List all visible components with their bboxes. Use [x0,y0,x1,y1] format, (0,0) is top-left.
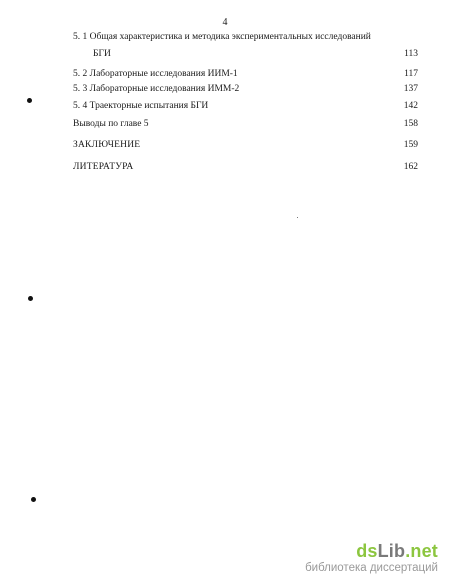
toc-entry-5-2 [73,67,418,81]
logo-part-net: .net [405,541,438,561]
toc-entry-label: 5. 1 Общая характеристика и методика экспериментальных исследований [73,32,371,42]
toc-entry-5-1 [73,30,418,44]
toc-entry-page: 137 [403,84,418,94]
toc-entry-label: Выводы по главе 5 [73,119,149,129]
scan-speck [297,217,298,218]
dslib-watermark [248,541,438,575]
toc-entry-label: 5. 4 Траекторные испытания БГИ [73,101,209,111]
page-number: 4 [222,17,228,28]
toc-entry-label: 5. 2 Лабораторные исследования ИИМ-1 [73,69,238,79]
toc-entry-5-1-continued [73,47,418,61]
toc-entry-5-4 [73,99,418,113]
toc-entry-page: 159 [403,140,418,150]
toc-entry-page: 158 [403,119,418,129]
toc-entry-page: 113 [404,49,418,59]
toc-entry-label: ЗАКЛЮЧЕНИЕ [73,140,141,150]
toc-entry-page: 162 [403,162,418,172]
binder-hole-dot-top [27,98,32,103]
toc-entry-label: ЛИТЕРАТУРА [73,162,134,172]
toc-entry-label: 5. 3 Лабораторные исследования ИММ-2 [73,84,240,94]
logo-part-ds: ds [356,541,378,561]
toc-entry-label: БГИ [93,49,111,59]
toc-entry-literature [73,160,418,174]
toc-entry-page: 142 [403,101,418,111]
dslib-logo [248,541,438,561]
binder-hole-dot-bottom [31,497,36,502]
toc-entry-5-3 [73,82,418,96]
toc-entry-page: 117 [404,69,418,79]
watermark-subtitle: библиотека диссертаций [305,562,438,574]
binder-hole-dot-middle [28,296,33,301]
logo-part-lib: Lib [377,541,406,561]
toc-entry-conclusion [73,138,418,152]
toc-entry-chapter-5-conclusions [73,117,418,131]
